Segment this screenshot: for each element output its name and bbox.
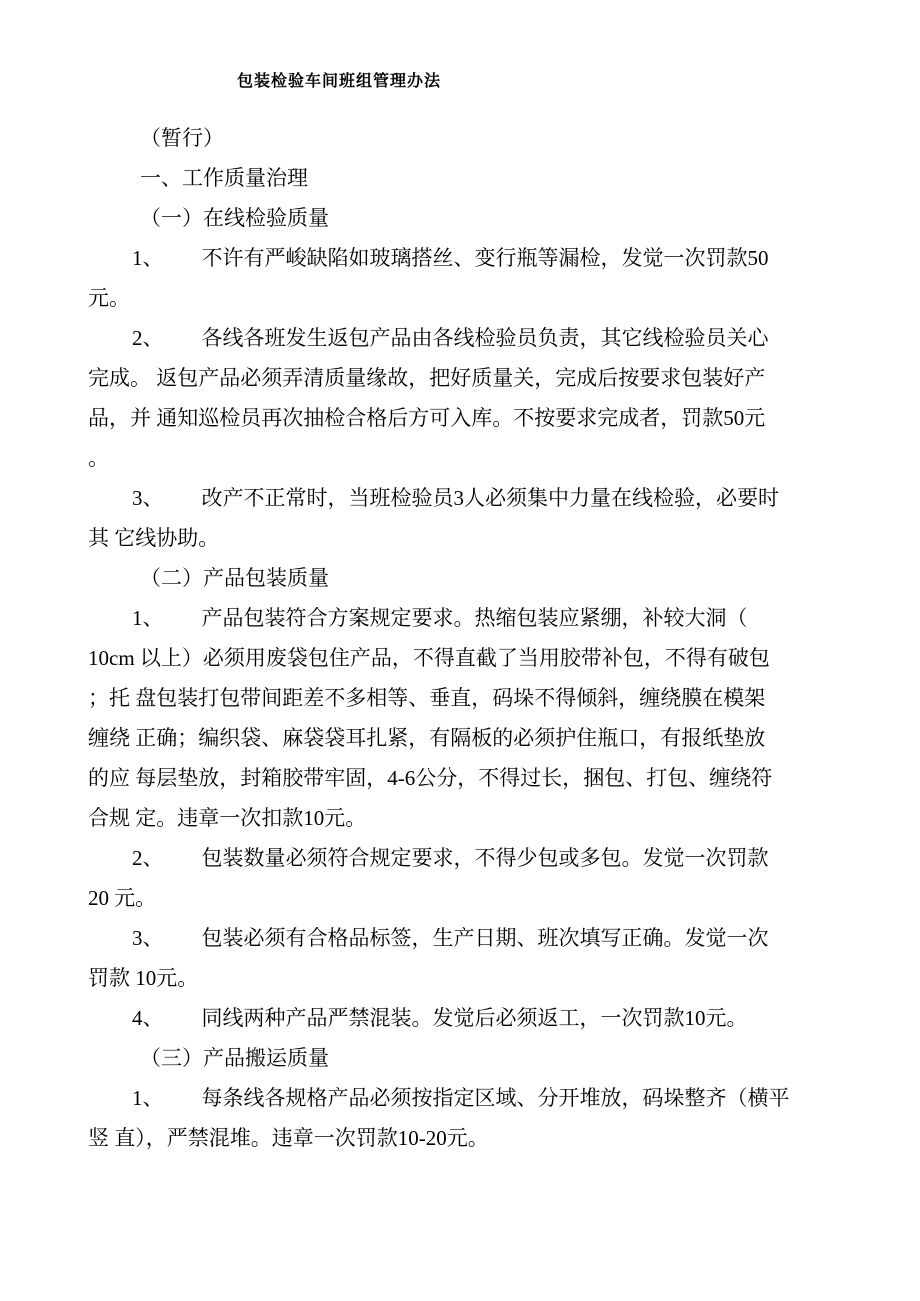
line-text: 完成。 返包产品必须弄清质量缘故，把好质量关，完成后按要求包装好产 — [88, 366, 766, 390]
text-line — [88, 518, 832, 558]
line-text: 每条线各规格产品必须按指定区域、分开堆放，码垛整齐（横平 — [201, 1086, 790, 1110]
line-text: （暂行） — [140, 126, 224, 150]
text-line — [140, 158, 832, 198]
text-line — [88, 758, 832, 798]
line-text: 产品包装符合方案规定要求。热缩包装应紧绷，补较大洞（ — [201, 606, 748, 630]
list-number: 1、 — [132, 1086, 164, 1110]
line-text: 10cm 以上）必须用废袋包住产品，不得直截了当用胶带补包，不得有破包 — [88, 646, 770, 670]
line-text: 元。 — [88, 286, 130, 310]
text-line — [88, 878, 832, 918]
text-line — [132, 478, 832, 518]
list-number: 3、 — [132, 926, 164, 950]
text-line — [88, 278, 832, 318]
line-text: ；托 盘包装打包带间距差不多相等、垂直，码垛不得倾斜，缠绕膜在模架 — [88, 686, 766, 710]
text-line — [140, 118, 832, 158]
text-line — [132, 598, 832, 638]
line-text: 各线各班发生返包产品由各线检验员负责，其它线检验员关心 — [201, 326, 769, 350]
text-line — [132, 318, 832, 358]
line-text: 一、工作质量治理 — [140, 166, 308, 190]
text-line — [88, 958, 832, 998]
line-text: （三）产品搬运质量 — [140, 1046, 329, 1070]
line-text: 的应 每层垫放，封箱胶带牢固，4-6公分，不得过长，捆包、打包、缠绕符 — [88, 766, 773, 790]
text-line — [132, 838, 832, 878]
line-text: 竖 直），严禁混堆。违章一次罚款10-20元。 — [88, 1126, 489, 1150]
line-text: 包装必须有合格品标签，生产日期、班次填写正确。发觉一次 — [201, 926, 769, 950]
page-title: 包装检验车间班组管理办法 — [237, 73, 442, 90]
text-line — [132, 1078, 832, 1118]
line-text: 改产不正常时，当班检验员3人必须集中力量在线检验，必要时 — [201, 486, 779, 510]
line-text: 不许有严峻缺陷如玻璃搭丝、变行瓶等漏检，发觉一次罚款50 — [201, 246, 769, 270]
text-line — [88, 398, 832, 438]
text-line — [88, 638, 832, 678]
line-text: （一）在线检验质量 — [140, 206, 329, 230]
text-line — [88, 358, 832, 398]
text-line — [140, 1038, 832, 1078]
text-line — [88, 1118, 832, 1158]
line-text: 品，并 通知巡检员再次抽检合格后方可入库。不按要求完成者，罚款50元 — [88, 406, 766, 430]
text-line — [132, 998, 832, 1038]
document-body — [88, 118, 832, 1158]
list-number: 4、 — [132, 1006, 164, 1030]
list-number: 3、 — [132, 486, 164, 510]
text-line — [140, 198, 832, 238]
line-text: 同线两种产品严禁混装。发觉后必须返工，一次罚款10元。 — [201, 1006, 748, 1030]
line-text: 其 它线协助。 — [88, 526, 220, 550]
line-text: 包装数量必须符合规定要求，不得少包或多包。发觉一次罚款 — [201, 846, 769, 870]
line-text: 20 元。 — [88, 886, 157, 910]
text-line — [140, 558, 832, 598]
line-text: 合规 定。违章一次扣款10元。 — [88, 806, 367, 830]
text-line — [132, 238, 832, 278]
line-text: （二）产品包装质量 — [140, 566, 329, 590]
text-line — [88, 678, 832, 718]
line-text: 。 — [88, 446, 109, 470]
text-line — [88, 438, 832, 478]
text-line — [88, 718, 832, 758]
text-line — [132, 918, 832, 958]
line-text: 缠绕 正确；编织袋、麻袋袋耳扎紧，有隔板的必须护住瓶口，有报纸垫放 — [88, 726, 766, 750]
list-number: 2、 — [132, 326, 164, 350]
text-line — [88, 798, 832, 838]
list-number: 1、 — [132, 606, 164, 630]
list-number: 2、 — [132, 846, 164, 870]
line-text: 罚款 10元。 — [88, 966, 199, 990]
list-number: 1、 — [132, 246, 164, 270]
